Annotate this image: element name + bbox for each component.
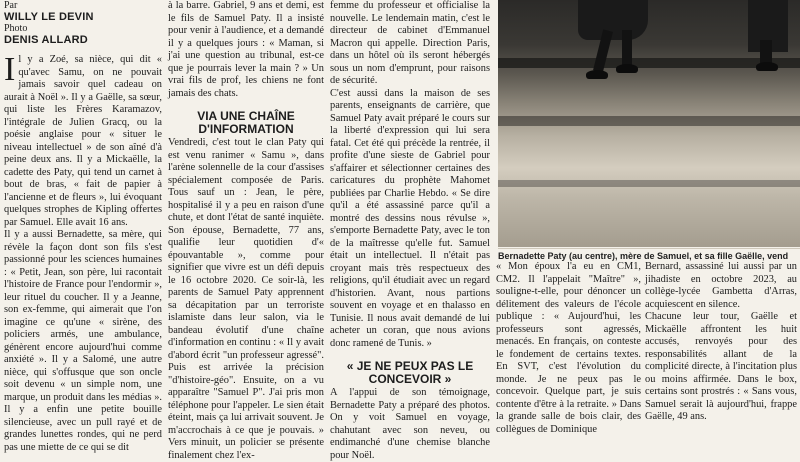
figure-shoe (616, 64, 638, 73)
byline-par-label: Par (4, 0, 18, 11)
byline-author: WILLY LE DEVIN (4, 11, 94, 23)
article-column-3 (330, 0, 490, 462)
drop-cap: I (4, 51, 16, 88)
paragraph: à la barre. Gabriel, 9 ans et demi, est le fils de Samuel Paty. Il a insisté pour venir à l'audience, et a demandé il y a quelques jours : « Maman, si j'ai une question au tribunal, est-ce que je pourrais lever la main ? » Un vrai fils de prof, les chiens ne font jamais des chats. (168, 0, 324, 99)
floor-stripe (498, 116, 800, 126)
article-column-2 (168, 0, 324, 462)
figure-shoe (586, 70, 608, 79)
paragraph: A l'appui de son témoignage, Bernadette Paty a préparé des photos. On y voit Samuel en voyage, chahutant avec son neveu, ou endimanché d'une chemise blanche pour Noël. (330, 387, 490, 461)
subheading: VIA UNE CHAÎNE D'INFORMATION (197, 109, 295, 136)
paragraph: C'est aussi dans la maison de ses parents, enseignants de carrière, que Samuel Paty avait préparé le cours sur la liberté d'expression qui lui sera fatal. Cet été qui précède la rentrée, il profite d'une sieste de Gabriel pour s'affairer et sélectionner certaines des caricatures du prophète Mahomet publiées par Charlie Hebdo. « Se dire qu'il a été assassiné parce qu'il a montré des dessins nous révulse », s'emporte Bernadette Paty, avec le ton de la maîtresse qu'elle fut. Samuel était un intellectuel. Il n'était pas croyant mais très respectueux des religions, qu'il étudiait avec un regard d'historien. Avant, nous partions souvent en voyage et en thalasso en Tunisie. Il nous avait demandé de lui acheter un coran, que nous avions donc ramené de Tunis. » (330, 87, 490, 349)
figure-leg (622, 30, 632, 68)
photo-caption: Bernadette Paty (au centre), mère de Samuel, et sa fille Gaëlle, vend (498, 251, 789, 261)
paragraph: Vendredi, c'est tout le clan Paty qui est venu ranimer « Samu », dans l'arène solennelle de la cour d'assises spécialement composée de Paris. Tous sauf un : Jean, le père, hospitalisé il y a peu en raison d'une chute, et dont l'état de santé inquiète. Son épouse, Bernadette, 77 ans, qualifie leur quotidien d'« épouvantable », comme pour signifier que vivre est un défi depuis le 16 octobre 2020. Ce soir-là, les parents de Samuel Paty apprennent sa décapitation par un terroriste islamiste dans leur salon, via le bandeau évolutif d'une chaîne d'information en continu : « Il y avait d'abord écrit "un professeur agressé". Puis est arrivée la précision "d'histoire-géo". Ensuite, on a vu apparaître "Samuel P". J'ai pris mon téléphone pour l'appeler. Le sien était éteint, mais ça lui arrivait souvent. Je m'accrochais à ce que je pouvais. » Vers minuit, un policier se présente finalement chez l'ex- (168, 137, 324, 461)
paragraph: Il y a aussi Bernadette, sa mère, qui révèle la façon dont son fils s'est passionné pour les sciences humaines : « Petit, Jean, son père, lui racontait l'histoire de France pour l'endormir », leur rituel du coucher. Il y a Jeanne, son ex-femme, qui aimerait que l'on imagine ce qu'une « sirène, des policiers armés, une ambulance, génèrent encore aujourd'hui comme anxiété ». Il y a Salomé, une autre nièce, qui s'offusque que son oncle soit devenu « un simple nom, une marque, un produit dans les médias ». Il y a enfin une petite bouille silencieuse, avec un pull rayé et de grandes lunettes rondes, qui ne perd pas une miette de ce qui se dit (4, 229, 162, 453)
lead-paragraph (4, 51, 162, 229)
paragraph: « Mon époux l'a eu en CM1, CM2. Il l'appelait "Maître" », souligne-t-elle, pour dénoncer un délitement des valeurs de l'école publique : « Aujourd'hui, les professeurs sont agressés, menacés. En français, on conteste le fondement de certains textes. En SVT, c'est l'évolution du monde. Je ne peux pas le concevoir. Quelque part, je suis contente d'être à la retraite. » Dans la grande salle de bois clair, des collègues de Dominique (496, 261, 641, 435)
figure-coat (578, 0, 648, 40)
article-photo (498, 0, 800, 247)
subheading: « JE NE PEUX PAS LE CONCEVOIR » (346, 359, 474, 386)
lead-paragraph-text: l y a Zoé, sa nièce, qui dit « qu'avec Samu, on ne pouvait jamais savoir quel cadeau on aurait à Noël ». Il y a Gaëlle, sa sœur, qui liste les Frères Karamazov, l'intégrale de Julien Gracq, ou la poésie anglaise pour « situer le niveau intellectuel » de son aîné d'à peine deux ans. Il y a Mickaëlle, la cadette des Paty, qui tend un carnet à bout de bras, « fait de papier à l'ancienne et de fleurs », lui évoquant quelques strophes de Kipling offertes par Samuel. Elle avait 16 ans. (4, 54, 162, 228)
floor-stripe (498, 180, 800, 187)
paragraph: Bernard, assassiné lui aussi par un jihadiste en octobre 2023, au collège-lycée Gambetta d'Arras, acquiescent en silence. (645, 261, 797, 310)
floor-stripe (498, 58, 800, 68)
byline-photo-label: Photo (4, 23, 28, 34)
paragraph: Chacune leur tour, Gaëlle et Mickaëlle affrontent les huit accusés, renvoyés pour des responsabilités allant de la complicité directe, à l'incitation plus ou moins affirmée. Dans le box, certains sont prostrés : « Sans vous, Samuel serait là aujourd'hui, frappe Gaëlle, 49 ans. (645, 311, 797, 422)
caption-rule (498, 248, 800, 249)
byline-photographer: DENIS ALLARD (4, 34, 88, 46)
article-column-1 (4, 0, 162, 454)
article-column-5 (645, 261, 797, 424)
article-column-4 (496, 261, 641, 436)
paragraph: femme du professeur et officialise la nouvelle. Le lendemain matin, c'est le directeur de cabinet d'Emmanuel Macron qui appelle. Direction Paris, dans un hôtel où ils seront hébergés sous un nom d'emprunt, pour raisons de sécurité. (330, 0, 490, 86)
figure-shoe (756, 62, 778, 71)
